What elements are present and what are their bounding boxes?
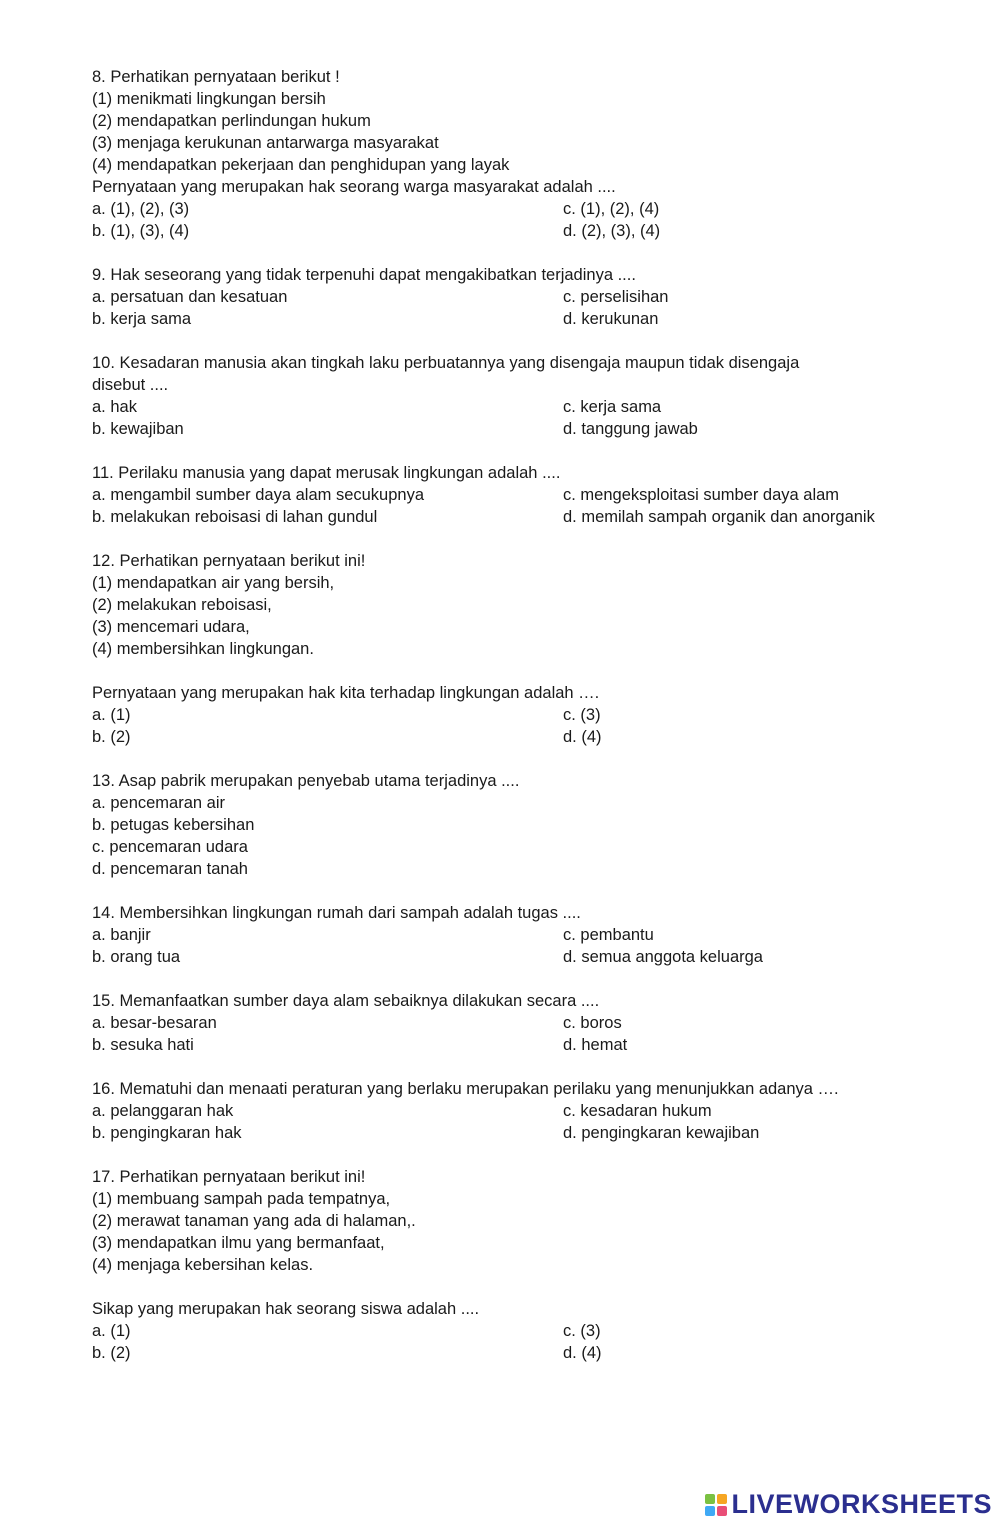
question-text: disebut .... <box>92 376 169 394</box>
option-row <box>92 396 932 418</box>
option-row <box>92 1012 932 1034</box>
option-row <box>92 220 932 242</box>
logo-block <box>717 1506 727 1516</box>
spacer <box>92 660 932 682</box>
statement-item: (4) mendapatkan pekerjaan dan penghidupan yang layak <box>92 156 510 174</box>
question-text: 8. Perhatikan pernyataan berikut ! <box>92 68 340 86</box>
answer-option[interactable]: c. kerja sama <box>563 398 662 416</box>
answer-option[interactable]: b. (2) <box>92 728 131 746</box>
answer-option[interactable]: c. pembantu <box>563 926 654 944</box>
question-block <box>92 770 932 880</box>
answer-option[interactable]: d. semua anggota keluarga <box>563 948 763 966</box>
option-row <box>92 1320 932 1342</box>
option-row <box>92 1100 932 1122</box>
question-block <box>92 1166 932 1364</box>
statement-item: (2) merawat tanaman yang ada di halaman,. <box>92 1212 416 1230</box>
answer-option[interactable]: a. besar-besaran <box>92 1014 217 1032</box>
answer-option[interactable]: b. kerja sama <box>92 310 192 328</box>
answer-option[interactable]: b. melakukan reboisasi di lahan gundul <box>92 508 378 526</box>
option-row <box>92 924 932 946</box>
question-text: 10. Kesadaran manusia akan tingkah laku perbuatannya yang disengaja maupun tidak disengaja <box>92 354 800 372</box>
answer-option[interactable]: d. pengingkaran kewajiban <box>563 1124 760 1142</box>
answer-option[interactable]: d. memilah sampah organik dan anorganik <box>563 508 875 526</box>
answer-option[interactable]: d. (4) <box>563 1344 602 1362</box>
statement-item: (4) membersihkan lingkungan. <box>92 640 314 658</box>
option-row <box>92 946 932 968</box>
question-block <box>92 462 932 528</box>
answer-option[interactable]: c. perselisihan <box>563 288 669 306</box>
answer-option[interactable]: b. (1), (3), (4) <box>92 222 190 240</box>
question-text: 16. Mematuhi dan menaati peraturan yang berlaku merupakan perilaku yang menunjukkan adanya …. <box>92 1080 839 1098</box>
question-prompt: Sikap yang merupakan hak seorang siswa adalah .... <box>92 1300 480 1318</box>
answer-option[interactable]: a. (1) <box>92 1322 131 1340</box>
question-text: 9. Hak seseorang yang tidak terpenuhi dapat mengakibatkan terjadinya .... <box>92 266 636 284</box>
answer-option[interactable]: a. (1) <box>92 706 131 724</box>
option-row <box>92 198 932 220</box>
question-text: 14. Membersihkan lingkungan rumah dari sampah adalah tugas .... <box>92 904 581 922</box>
question-text: 15. Memanfaatkan sumber daya alam sebaiknya dilakukan secara .... <box>92 992 600 1010</box>
question-text: 17. Perhatikan pernyataan berikut ini! <box>92 1168 366 1186</box>
statement-item: (3) menjaga kerukunan antarwarga masyarakat <box>92 134 439 152</box>
statement-item: (2) mendapatkan perlindungan hukum <box>92 112 371 130</box>
answer-option[interactable]: b. (2) <box>92 1344 131 1362</box>
question-block <box>92 352 932 440</box>
liveworksheets-logo-icon <box>705 1494 727 1516</box>
statement-item: (3) mencemari udara, <box>92 618 250 636</box>
answer-option[interactable]: a. banjir <box>92 926 151 944</box>
answer-option[interactable]: c. boros <box>563 1014 622 1032</box>
answer-option[interactable]: c. (1), (2), (4) <box>563 200 660 218</box>
option-row <box>92 1034 932 1056</box>
answer-option[interactable]: c. (3) <box>563 706 601 724</box>
brand-wordmark: LIVEWORKSHEETS <box>731 1489 992 1519</box>
answer-option[interactable]: b. petugas kebersihan <box>92 816 255 834</box>
option-row <box>92 726 932 748</box>
answer-option[interactable]: a. (1), (2), (3) <box>92 200 190 218</box>
answer-option[interactable]: c. kesadaran hukum <box>563 1102 712 1120</box>
answer-option[interactable]: d. pencemaran tanah <box>92 860 248 878</box>
answer-option[interactable]: d. (4) <box>563 728 602 746</box>
answer-option[interactable]: a. persatuan dan kesatuan <box>92 288 288 306</box>
option-row <box>92 506 932 528</box>
liveworksheets-brand <box>705 1489 992 1520</box>
logo-block <box>705 1506 715 1516</box>
question-block <box>92 264 932 330</box>
question-block <box>92 1078 932 1144</box>
option-row <box>92 704 932 726</box>
statement-item: (1) mendapatkan air yang bersih, <box>92 574 335 592</box>
question-text: 11. Perilaku manusia yang dapat merusak lingkungan adalah .... <box>92 464 561 482</box>
statement-item: (3) mendapatkan ilmu yang bermanfaat, <box>92 1234 385 1252</box>
statement-item: (2) melakukan reboisasi, <box>92 596 272 614</box>
answer-option[interactable]: b. sesuka hati <box>92 1036 194 1054</box>
answer-option[interactable]: b. kewajiban <box>92 420 184 438</box>
answer-option[interactable]: b. orang tua <box>92 948 181 966</box>
question-text: 12. Perhatikan pernyataan berikut ini! <box>92 552 366 570</box>
logo-block <box>705 1494 715 1504</box>
answer-option[interactable]: c. pencemaran udara <box>92 838 248 856</box>
answer-option[interactable]: c. (3) <box>563 1322 601 1340</box>
answer-option[interactable]: a. hak <box>92 398 137 416</box>
question-block <box>92 550 932 748</box>
question-block <box>92 66 932 242</box>
answer-option[interactable]: d. kerukunan <box>563 310 659 328</box>
statement-item: (4) menjaga kebersihan kelas. <box>92 1256 314 1274</box>
answer-option[interactable]: a. pelanggaran hak <box>92 1102 234 1120</box>
answer-option[interactable]: a. mengambil sumber daya alam secukupnya <box>92 486 425 504</box>
question-prompt: Pernyataan yang merupakan hak seorang warga masyarakat adalah .... <box>92 178 616 196</box>
question-text: 13. Asap pabrik merupakan penyebab utama terjadinya .... <box>92 772 520 790</box>
statement-item: (1) menikmati lingkungan bersih <box>92 90 326 108</box>
answer-option[interactable]: d. (2), (3), (4) <box>563 222 661 240</box>
answer-option[interactable]: b. pengingkaran hak <box>92 1124 242 1142</box>
answer-option[interactable]: a. pencemaran air <box>92 794 225 812</box>
worksheet <box>92 66 932 1386</box>
option-row <box>92 1122 932 1144</box>
option-row <box>92 308 932 330</box>
question-block <box>92 902 932 968</box>
spacer <box>92 1276 932 1298</box>
question-prompt: Pernyataan yang merupakan hak kita terhadap lingkungan adalah …. <box>92 684 600 702</box>
option-row <box>92 1342 932 1364</box>
option-row <box>92 484 932 506</box>
answer-option[interactable]: d. hemat <box>563 1036 628 1054</box>
logo-block <box>717 1494 727 1504</box>
answer-option[interactable]: c. mengeksploitasi sumber daya alam <box>563 486 840 504</box>
question-block <box>92 990 932 1056</box>
option-row <box>92 286 932 308</box>
statement-item: (1) membuang sampah pada tempatnya, <box>92 1190 391 1208</box>
answer-option[interactable]: d. tanggung jawab <box>563 420 698 438</box>
option-row <box>92 418 932 440</box>
